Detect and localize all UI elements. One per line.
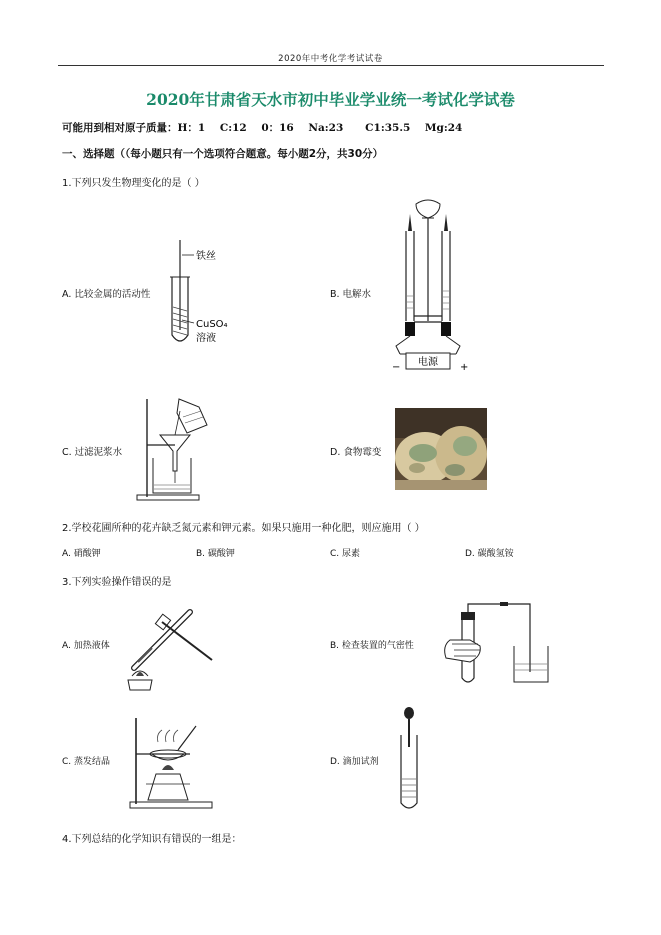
q1-option-b: B. 电解水: [330, 289, 372, 300]
moldy-bread-photo: [395, 408, 487, 490]
heating-liquid-figure: [122, 598, 217, 693]
exam-title: 2020年甘肃省天水市初中毕业学业统一考试化学试卷: [146, 90, 515, 109]
q2-option-c: C. 尿素: [330, 549, 361, 559]
section-heading: 一、选择题（（每小题只有一个选项符合题意。每小题2分，共30分）: [62, 148, 384, 160]
electrolysis-apparatus-figure: [378, 196, 478, 376]
q2-option-b: B. 碳酸钾: [196, 549, 235, 559]
test-tube-iron-wire-figure: [160, 235, 250, 350]
label-power: 电源: [418, 357, 438, 368]
q3-option-d: D. 滴加试剂: [330, 757, 379, 767]
header-divider: [58, 65, 604, 66]
q3-stem: 3.下列实验操作错误的是: [62, 577, 172, 588]
q3-option-a: A. 加热液体: [62, 641, 110, 651]
q1-option-d: D. 食物霉变: [330, 447, 382, 458]
label-cuso4: CuSO₄: [196, 319, 228, 330]
q2-option-a: A. 硝酸钾: [62, 549, 101, 559]
q1-option-a: A. 比较金属的活动性: [62, 289, 151, 300]
q1-option-c: C. 过滤泥浆水: [62, 447, 123, 458]
label-iron-wire: 铁丝: [196, 251, 216, 262]
atomic-mass-line: 可能用到相对原子质量：H：1 C:12 0：16 Na:23 C1:35.5 Mg:24: [62, 122, 463, 134]
page-header: 2020年中考化学考试试卷: [278, 54, 383, 64]
filtration-figure: [135, 393, 215, 503]
airtightness-check-figure: [440, 600, 550, 685]
label-plus: +: [460, 362, 469, 373]
q1-stem: 1.下列只发生物理变化的是（ ）: [62, 178, 205, 189]
q3-option-c: C. 蒸发结晶: [62, 757, 111, 767]
label-solution: 溶液: [196, 333, 216, 344]
q4-stem: 4.下列总结的化学知识有错误的一组是：: [62, 834, 242, 845]
q2-option-d: D. 碳酸氢铵: [465, 549, 514, 559]
dropper-test-tube-figure: [395, 705, 425, 815]
label-minus: −: [392, 362, 401, 373]
q3-option-b: B. 检查装置的气密性: [330, 641, 414, 651]
evaporation-crystallization-figure: [128, 712, 218, 812]
q2-stem: 2.学校花圃所种的花卉缺乏氮元素和钾元素。如果只施用一种化肥，则应施用（ ）: [62, 523, 425, 534]
